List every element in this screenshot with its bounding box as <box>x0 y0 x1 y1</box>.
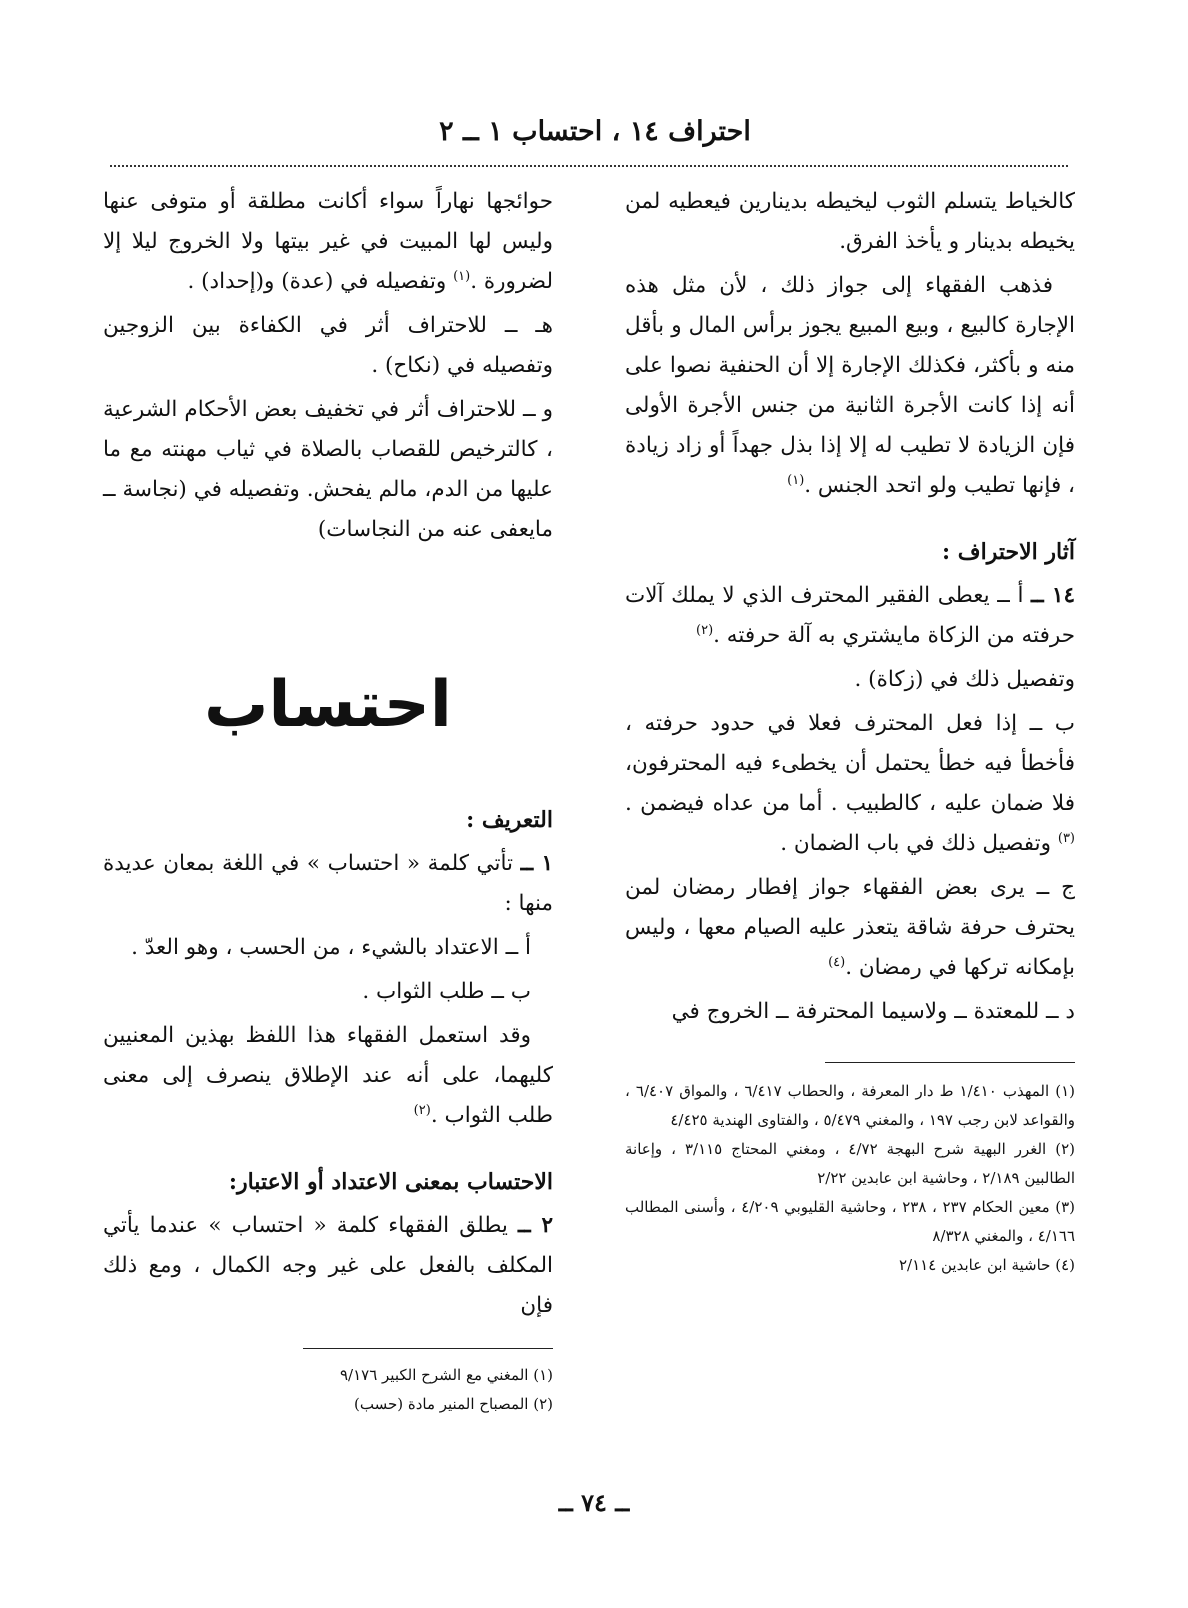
paragraph: ب ــ طلب الثواب . <box>362 979 531 1004</box>
paragraph: كالخياط يتسلم الثوب ليخيطه بدينارين فيعطيه لمن يخيطه بدينار و يأخذ الفرق. <box>625 189 1075 254</box>
footnote-ref: (١) <box>453 268 471 284</box>
running-header: احتراف ١٤ ، احتساب ١ ــ ٢ <box>439 116 751 147</box>
section-heading: الاحتساب بمعنى الاعتداد أو الاعتبار: <box>228 1169 553 1195</box>
section-number: ١ ــ <box>520 851 553 876</box>
paragraph-text: وتفصيله في (عدة) و(إحداد) . <box>187 269 447 294</box>
footnote: (٢) المصباح المنير مادة (حسب) <box>353 1395 553 1413</box>
footnote: (٣) معين الحكام ٢٣٧ ، ٢٣٨ ، وحاشية القليوبي ٤/٢٠٩ ، وأسنى المطالب ٤/١٦٦ ، والمغني ٨/٣٢٨ <box>625 1198 1075 1245</box>
paragraph <box>625 266 1075 506</box>
paragraph: و ــ للاحتراف أثر في تخفيف بعض الأحكام الشرعية ، كالترخيص للقصاب بالصلاة في ثياب مهنته مع ما عليها من الدم، مالم يفحش. وتفصيله في (نجاسة ــ مايعفى عنه من النجاسات) <box>103 397 553 542</box>
header-divider <box>110 165 1068 167</box>
paragraph <box>625 576 1075 656</box>
section-heading: آثار الاحتراف : <box>942 539 1075 565</box>
footnote-divider <box>825 1062 1075 1063</box>
paragraph: هـ ــ للاحتراف أثر في الكفاءة بين الزوجين وتفصيله في (نكاح) . <box>103 313 553 378</box>
footnote-ref: (٤) <box>828 954 846 970</box>
page-number: ــ ٧٤ ــ <box>558 1488 630 1517</box>
article-title: احتساب <box>204 668 452 742</box>
paragraph <box>625 704 1075 864</box>
left-column <box>103 182 553 1419</box>
paragraph-text: فذهب الفقهاء إلى جواز ذلك ، لأن مثل هذه الإجارة كالبيع ، وبيع المبيع يجوز برأس المال و بأقل منه و بأكثر، فكذلك الإجارة إلا أن الحنفية نصوا على أنه إذا كانت الأجرة الثانية من جنس الأجرة الأولى فإن الزيادة لا تطيب له إلا إذا بذل جهداً أو زاد زيادة ، فإنها تطيب ولو اتحد الجنس . <box>625 273 1075 498</box>
section-heading: التعريف : <box>466 807 553 833</box>
paragraph <box>103 1016 553 1136</box>
paragraph-text: وقد استعمل الفقهاء هذا اللفظ بهذين المعنيين كليهما، على أنه عند الإطلاق ينصرف إلى معنى طلب الثواب . <box>103 1023 553 1128</box>
paragraph <box>103 182 553 302</box>
footnote-ref: (١) <box>787 472 805 488</box>
footnote: (١) المهذب ١/٤١٠ ط دار المعرفة ، والحطاب ٦/٤١٧ ، والمواق ٦/٤٠٧ ، والقواعد لابن رجب ١٩٧ ، والمغني ٥/٤٧٩ ، والفتاوى الهندية ٤/٤٢٥ <box>625 1082 1075 1129</box>
footnote-divider <box>303 1348 553 1349</box>
paragraph <box>103 1206 553 1326</box>
paragraph-text: وتفصيل ذلك في باب الضمان . <box>780 831 1052 856</box>
paragraph-text: حوائجها نهاراً سواء أكانت مطلقة أو متوفى عنها وليس لها المبيت في غير بيتها ولا الخروج ليلا إلا لضرورة . <box>103 189 553 294</box>
footnote: (٤) حاشية ابن عابدين ٢/١١٤ <box>898 1256 1075 1274</box>
footnote-ref: (٢) <box>413 1102 431 1118</box>
footnote: (٢) الغرر البهية شرح البهجة ٤/٧٢ ، ومغني المحتاج ٣/١١٥ ، وإعانة الطالبين ٢/١٨٩ ، وحاشية ابن عابدين ٢/٢٢ <box>625 1140 1075 1187</box>
section-number: ٢ ــ <box>518 1213 553 1238</box>
footnote-ref: (٣) <box>1057 830 1075 846</box>
footnote-ref: (٢) <box>696 622 714 638</box>
paragraph: د ــ للمعتدة ــ ولاسيما المحترفة ــ الخروج في <box>671 999 1075 1024</box>
paragraph-text: ج ــ يرى بعض الفقهاء جواز إفطار رمضان لمن يحترف حرفة شاقة يتعذر عليه الصيام معها ، وليس بإمكانه تركها في رمضان . <box>625 875 1075 980</box>
footnote: (١) المغني مع الشرح الكبير ٩/١٧٦ <box>339 1366 553 1384</box>
paragraph: أ ــ الاعتداد بالشيء ، من الحسب ، وهو العدّ . <box>131 935 531 960</box>
paragraph-text: أ ــ يعطى الفقير المحترف الذي لا يملك آلات حرفته من الزكاة مايشتري به آلة حرفته . <box>625 583 1075 648</box>
paragraph-text: يطلق الفقهاء كلمة « احتساب » عندما يأتي المكلف بالفعل على غير وجه الكمال ، ومع ذلك فإن <box>103 1213 553 1318</box>
right-column <box>625 182 1075 1280</box>
paragraph: وتفصيل ذلك في (زكاة) . <box>854 667 1075 692</box>
paragraph <box>625 868 1075 988</box>
paragraph-text: ب ــ إذا فعل المحترف فعلا في حدود حرفته ، فأخطأ فيه خطأ يحتمل أن يخطىء فيه المحترفون، فلا ضمان عليه ، كالطبيب . أما من عداه فيضمن . <box>625 711 1075 816</box>
paragraph-text: تأتي كلمة « احتساب » في اللغة بمعان عديدة منها : <box>103 851 553 916</box>
section-number: ١٤ ــ <box>1031 583 1075 608</box>
paragraph <box>103 844 553 924</box>
